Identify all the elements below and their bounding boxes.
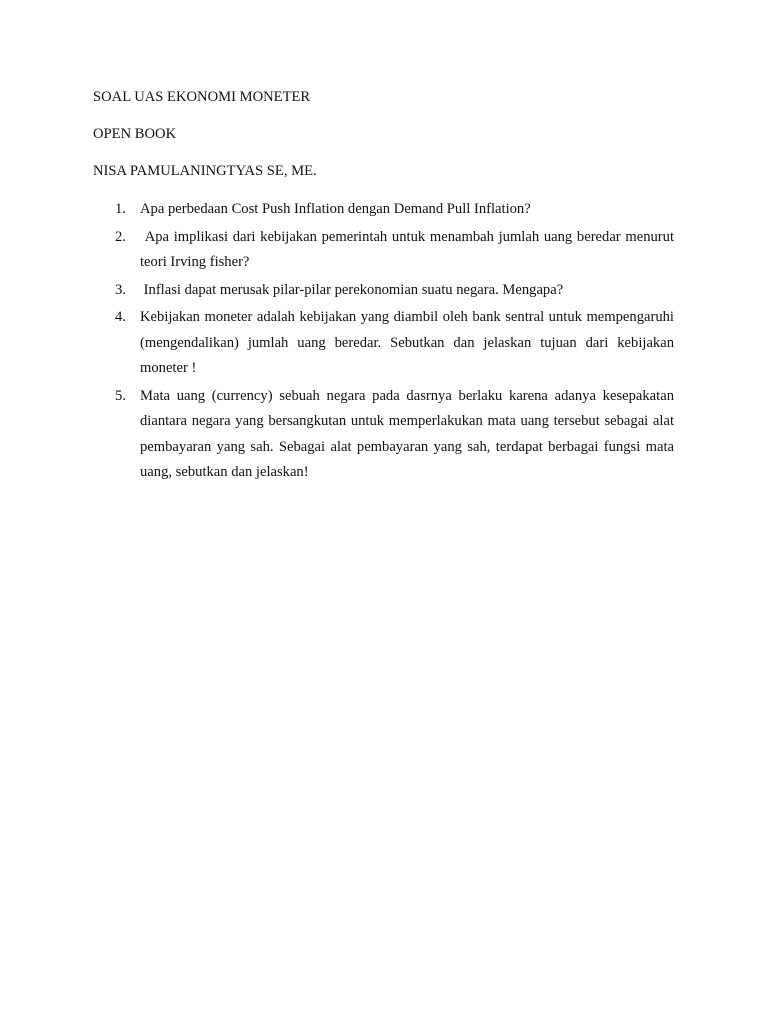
- question-item: [93, 278, 674, 304]
- question-number: 3.: [115, 281, 126, 298]
- question-number: 2.: [115, 228, 126, 245]
- question-list: [93, 197, 678, 488]
- lecturer-name: NISA PAMULANINGTYAS SE, ME.: [93, 163, 317, 179]
- question-text: Kebijakan moneter adalah kebijakan yang diambil oleh bank sentral untuk mempengaruhi (mengendalikan) jumlah uang beredar. Sebutkan dan jelaskan tujuan dari kebijakan moneter !: [140, 309, 674, 376]
- question-text: Apa perbedaan Cost Push Inflation dengan Demand Pull Inflation?: [140, 201, 531, 217]
- question-item: [93, 384, 674, 486]
- question-item: [93, 225, 678, 276]
- question-number: 1.: [115, 201, 126, 217]
- document-subtitle: OPEN BOOK: [93, 126, 177, 142]
- question-text: Inflasi dapat merusak pilar-pilar perekonomian suatu negara. Mengapa?: [140, 281, 564, 298]
- question-text: Mata uang (currency) sebuah negara pada dasrnya berlaku karena adanya kesepakatan diantara negara yang bersangkutan untuk memperlakukan mata uang tersebut sebagai alat pembayaran yang sah. Sebagai alat pembayaran yang sah, terdapat berbagai fungsi mata uang, sebutkan dan jelaskan!: [140, 387, 674, 480]
- document-title: SOAL UAS EKONOMI MONETER: [93, 89, 311, 105]
- question-number: 5.: [115, 387, 126, 404]
- question-text: Apa implikasi dari kebijakan pemerintah untuk menambah jumlah uang beredar menurut teori Irving fisher?: [140, 228, 678, 270]
- question-item: [93, 197, 674, 223]
- question-item: [93, 305, 674, 382]
- question-number: 4.: [115, 309, 126, 325]
